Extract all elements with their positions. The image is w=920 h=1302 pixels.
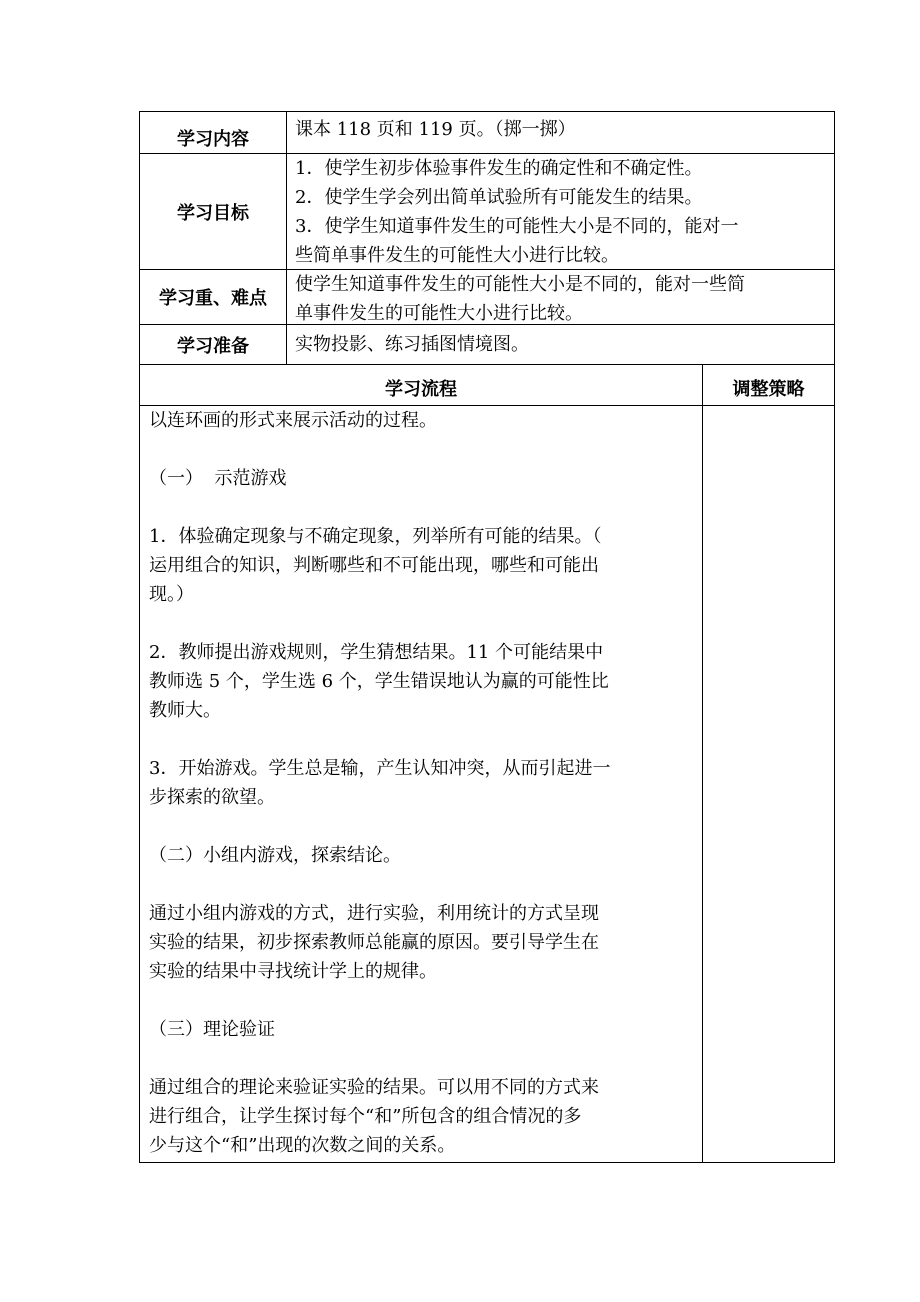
label-goals-text: 学习目标 [177, 202, 249, 224]
flow-paragraph-1-line-2: 运用组合的知识，判断哪些和不可能出现，哪些和可能出 [149, 555, 599, 576]
value-content [286, 111, 835, 154]
value-goals [286, 153, 835, 270]
value-content-line: 课本 118 页和 119 页。（掷一掷） [295, 119, 576, 140]
flow-header-text: 学习流程 [385, 379, 457, 400]
goal-line-4: 些简单事件发生的可能性大小进行比较。 [295, 245, 619, 266]
section-heading-2: （二）小组内游戏，探索结论。 [149, 845, 401, 866]
flow-paragraph-1-line-1: 1．体验确定现象与不确定现象，列举所有可能的结果。（ [149, 526, 602, 547]
value-preparation [286, 324, 835, 365]
key-line-2: 单事件发生的可能性大小进行比较。 [295, 303, 583, 324]
flow-paragraph-5-line-2: 进行组合，让学生探讨每个“和”所包含的组合情况的多 [149, 1106, 582, 1127]
strategy-header-text: 调整策略 [732, 379, 805, 400]
flow-paragraph-2-line-1: 2．教师提出游戏规则，学生猜想结果。11 个可能结果中 [149, 642, 604, 663]
label-key-points-text: 学习重、难点 [159, 288, 267, 309]
flow-paragraph-2-line-2: 教师选 5 个，学生选 6 个，学生错误地认为赢的可能性比 [149, 671, 609, 692]
section-heading-3: （三）理论验证 [149, 1019, 275, 1040]
label-goals [139, 153, 287, 270]
flow-paragraph-4-line-3: 实验的结果中寻找统计学上的规律。 [149, 961, 437, 982]
strategy-header [702, 364, 835, 406]
label-content-text: 学习内容 [177, 128, 249, 150]
goal-line-2: 2．使学生学会列出简单试验所有可能发生的结果。 [295, 187, 703, 208]
flow-header [139, 364, 703, 406]
flow-paragraph-5-line-3: 少与这个“和”出现的次数之间的关系。 [149, 1135, 456, 1156]
flow-paragraph-4-line-1: 通过小组内游戏的方式，进行实验，利用统计的方式呈现 [149, 903, 599, 924]
strategy-body [702, 405, 835, 1163]
flow-intro: 以连环画的形式来展示活动的过程。 [149, 410, 437, 431]
key-line-1: 使学生知道事件发生的可能性大小是不同的，能对一些简 [295, 274, 745, 295]
flow-paragraph-1-line-3: 现。） [149, 584, 194, 605]
goal-line-3: 3．使学生知道事件发生的可能性大小是不同的，能对一 [295, 216, 739, 237]
flow-paragraph-5-line-1: 通过组合的理论来验证实验的结果。可以用不同的方式来 [149, 1077, 599, 1098]
value-key-points [286, 269, 835, 325]
flow-paragraph-4-line-2: 实验的结果，初步探索教师总能赢的原因。要引导学生在 [149, 932, 599, 953]
section-heading-1: （一） 示范游戏 [149, 468, 287, 489]
lesson-plan-table [139, 111, 835, 1163]
label-preparation-text: 学习准备 [177, 335, 249, 357]
label-preparation [139, 324, 287, 365]
label-key-points [139, 269, 287, 325]
flow-body [139, 405, 703, 1163]
flow-paragraph-3-line-1: 3．开始游戏。学生总是输，产生认知冲突，从而引起进一 [149, 758, 611, 779]
flow-paragraph-3-line-2: 步探索的欲望。 [149, 787, 275, 808]
goal-line-1: 1．使学生初步体验事件发生的确定性和不确定性。 [295, 158, 703, 179]
preparation-line: 实物投影、练习插图情境图。 [295, 334, 529, 355]
flow-paragraph-2-line-3: 教师大。 [149, 700, 221, 721]
label-content [139, 111, 287, 154]
